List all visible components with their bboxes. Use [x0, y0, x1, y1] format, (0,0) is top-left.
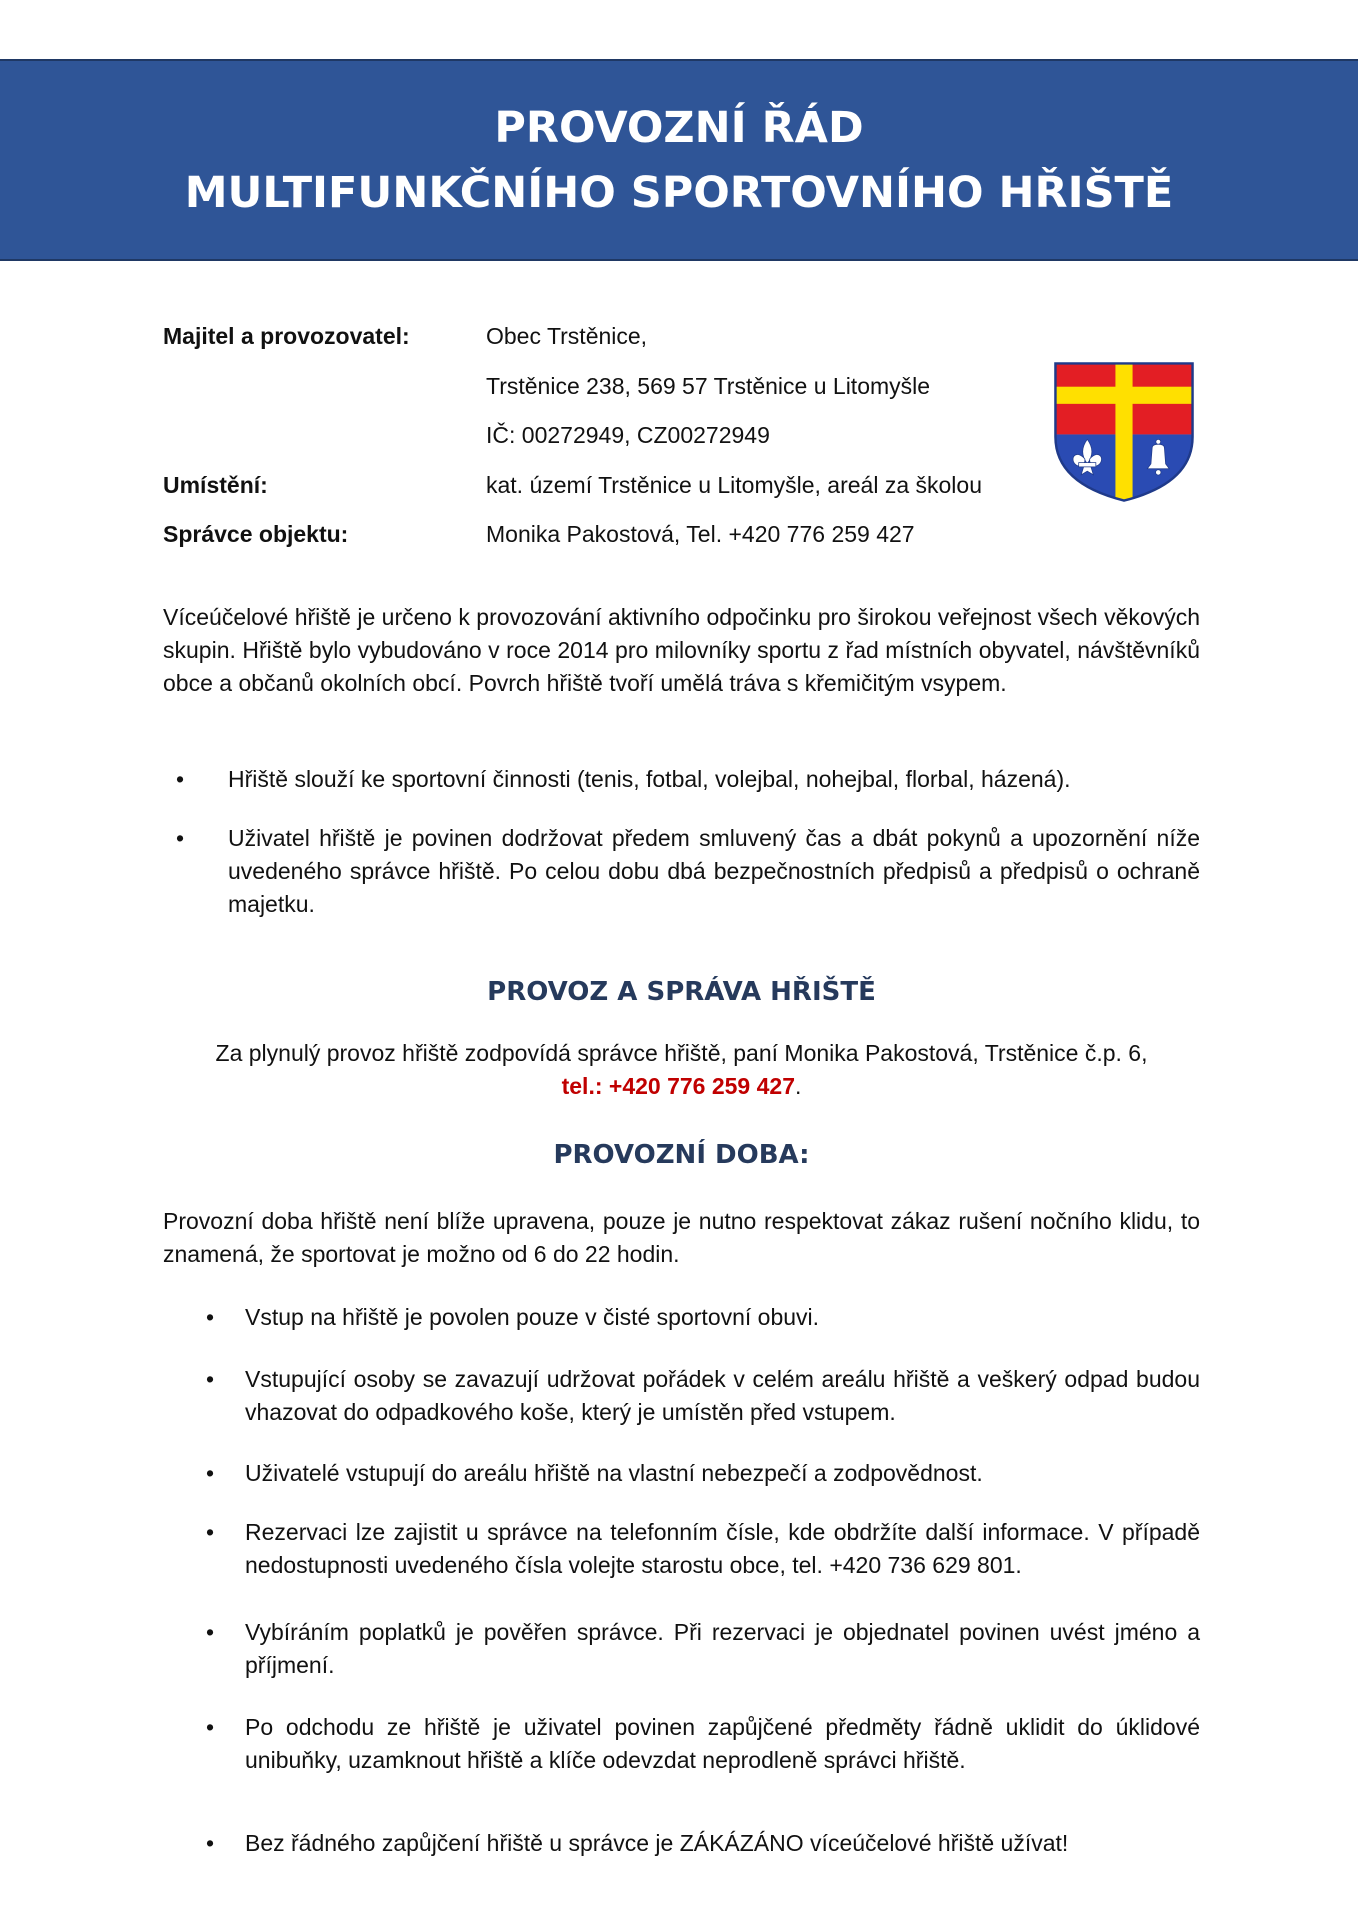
bullet-icon: • [206, 1830, 215, 1856]
list-item [206, 1516, 1200, 1582]
manager-label: Správce objektu: [163, 521, 349, 547]
list-item [206, 1363, 1200, 1429]
rule-text: Bez řádného zapůjčení hřiště u správce je ZÁKÁZÁNO víceúčelové hřiště užívat! [245, 1830, 1069, 1856]
rule-text: Vstupující osoby se zavazují udržovat pořádek v celém areálu hřiště a veškerý odpad budou vhazovat do odpadkového koše, který je umístěn před vstupem. [245, 1366, 1200, 1425]
bullet-icon: • [206, 1714, 215, 1740]
list-item [206, 1711, 1200, 1777]
rule-text: Po odchodu ze hřiště je uživatel povinen zapůjčené předměty řádně uklidit do úklidové unibuňky, uzamknout hřiště a klíče odevzdat neprodleně správci hřiště. [245, 1714, 1200, 1773]
list-item-text: Hřiště slouží ke sportovní činnosti (tenis, fotbal, volejbal, nohejbal, florbal, házená). [228, 766, 1071, 792]
owner-address: Trstěnice 238, 569 57 Trstěnice u Litomyšle [486, 372, 931, 399]
manager-phone: tel.: +420 776 259 427 [561, 1073, 795, 1099]
rule-text: Rezervaci lze zajistit u správce na telefonním čísle, kde obdržíte další informace. V případě nedostupnosti uvedeného čísla volejte starostu obce, tel. +420 736 629 801. [245, 1519, 1200, 1578]
bullet-icon: • [206, 1519, 215, 1545]
bullet-icon: • [206, 1366, 215, 1392]
hours-paragraph: Provozní doba hřiště není blíže upravena, pouze je nutno respektovat zákaz rušení nočního klidu, to znamená, že sportovat je možno od 6 do 22 hodin. [163, 1208, 1200, 1267]
management-text: Za plynulý provoz hřiště zodpovídá správce hřiště, paní Monika Pakostová, Trstěnice č.p. 6, [215, 1040, 1148, 1066]
list-item [206, 1457, 1200, 1490]
title-line-2: MULTIFUNKČNÍHO SPORTOVNÍHO HŘIŠTĚ [184, 168, 1174, 218]
management-paragraph [163, 1037, 1200, 1103]
title-banner [0, 59, 1358, 261]
section-heading-management: PROVOZ A SPRÁVA HŘIŠTĚ [487, 977, 876, 1007]
title-line-1: PROVOZNÍ ŘÁD [494, 103, 864, 153]
rule-text: Vybíráním poplatků je pověřen správce. Při rezervaci je objednatel povinen uvést jméno a příjmení. [245, 1619, 1200, 1678]
rule-text: Uživatelé vstupují do areálu hřiště na vlastní nebezpečí a zodpovědnost. [245, 1460, 983, 1486]
bullet-icon: • [176, 766, 185, 792]
section-heading-hours: PROVOZNÍ DOBA: [553, 1140, 810, 1170]
rule-text: Vstup na hřiště je povolen pouze v čisté sportovní obuvi. [245, 1304, 820, 1330]
owner-name: Obec Trstěnice, [486, 323, 648, 349]
manager-value: Monika Pakostová, Tel. +420 776 259 427 [486, 521, 915, 547]
bullet-icon: • [206, 1460, 215, 1486]
shield-fill [1053, 361, 1195, 503]
owner-label: Majitel a provozovatel: [163, 323, 410, 349]
list-item [206, 1827, 1200, 1860]
coat-of-arms [1053, 361, 1195, 503]
list-item [206, 1301, 1200, 1334]
management-end: . [795, 1073, 802, 1099]
bullet-icon: • [206, 1619, 215, 1645]
location-label: Umístění: [163, 471, 268, 498]
bullet-icon: • [206, 1304, 215, 1330]
list-item-text: Uživatel hřiště je povinen dodržovat předem smluvený čas a dbát pokynů a upozornění níže uvedeného správce hřiště. Po celou dobu dbá bezpečnostních předpisů a předpisů o ochraně majetku. [228, 825, 1200, 917]
bullet-icon: • [176, 825, 185, 851]
list-item [176, 763, 1200, 796]
owner-ids: IČ: 00272949, CZ00272949 [486, 422, 770, 448]
list-item [206, 1616, 1200, 1682]
location-value: kat. území Trstěnice u Litomyšle, areál za školou [486, 471, 982, 498]
list-item [176, 822, 1200, 921]
intro-paragraph: Víceúčelové hřiště je určeno k provozování aktivního odpočinku pro širokou veřejnost všech věkových skupin. Hřiště bylo vybudováno v roce 2014 pro milovníky sportu z řad místních obyvatel, návštěvníků obce a občanů okolních obcí. Povrch hřiště tvoří umělá tráva s křemičitým vsypem. [163, 604, 1200, 696]
